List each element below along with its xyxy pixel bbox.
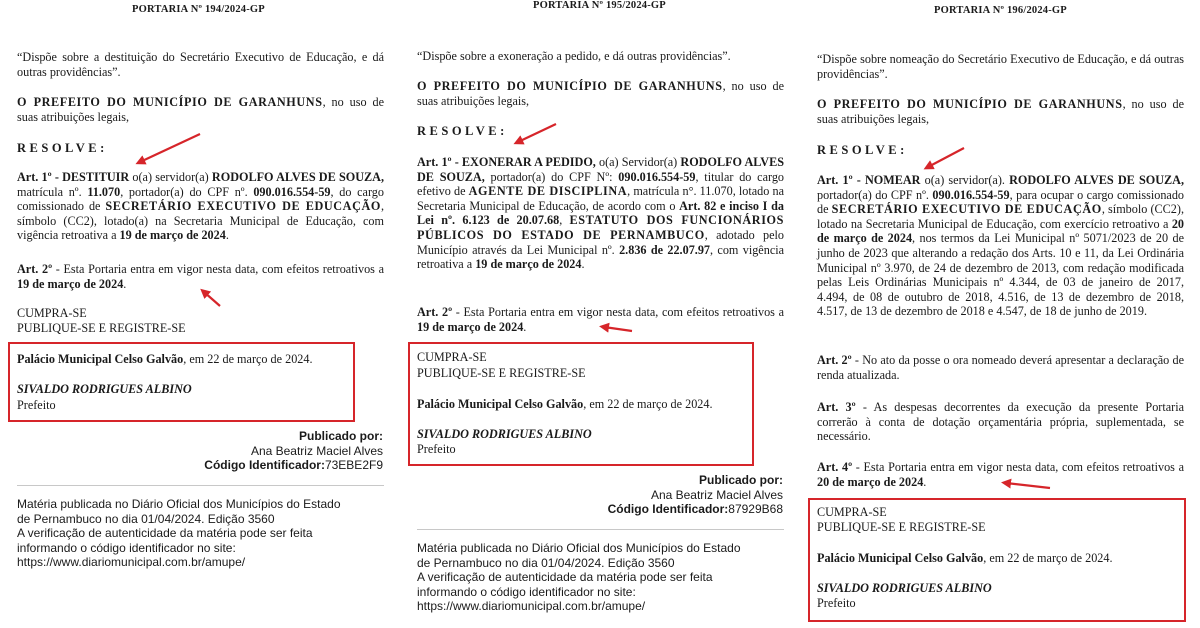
separator (417, 529, 784, 530)
doc-title: PORTARIA Nº 194/2024-GP (132, 4, 265, 15)
publique-se: PUBLIQUE-SE E REGISTRE-SE (817, 520, 986, 534)
separator (17, 485, 384, 486)
doc-title: PORTARIA Nº 196/2024-GP (934, 5, 1067, 16)
site-link[interactable]: https://www.diariomunicipal.com.br/amupe/ (17, 555, 246, 569)
article-2: Art. 2º - No ato da posse o ora nomeado deverá apresentar a declaração de renda atualizada. (817, 353, 1184, 382)
portaria-195-panel (400, 0, 800, 628)
highlight-box (8, 342, 355, 422)
ementa: “Dispõe sobre nomeação do Secretário Executivo de Educação, e dá outras providências”. (817, 52, 1184, 81)
publique-se: PUBLIQUE-SE E REGISTRE-SE (417, 366, 586, 380)
materia-note: Matéria publicada no Diário Oficial dos Municípios do Estado de Pernambuco no dia 01/04/2024. Edição 3560 A verificação de autenticidade da matéria pode ser feita informando o código identificador no site: https://www.diariomunicipal.com.br/amupe/ (17, 497, 397, 570)
published-by-label: Publicado por: (299, 429, 383, 443)
site-link[interactable]: https://www.diariomunicipal.com.br/amupe/ (417, 599, 646, 613)
publique-se: PUBLIQUE-SE E REGISTRE-SE (17, 321, 186, 335)
published-by (463, 473, 783, 517)
published-by-label: Publicado por: (699, 473, 783, 487)
portaria-194-panel (0, 0, 400, 628)
signer-name: SIVALDO RODRIGUES ALBINO (17, 382, 192, 396)
article-2: Art. 2º - Esta Portaria entra em vigor nesta data, com efeitos retroativos a 19 de março de 2024. (17, 262, 384, 291)
mayor-preamble: O PREFEITO DO MUNICÍPIO DE GARANHUNS, no uso de suas atribuições legais, (417, 79, 784, 108)
materia-note: Matéria publicada no Diário Oficial dos Municípios do Estado de Pernambuco no dia 01/04/2024. Edição 3560 A verificação de autenticidade da matéria pode ser feita informando o código identificador no site: https://www.diariomunicipal.com.br/amupe/ (417, 541, 797, 614)
signer-role: Prefeito (817, 596, 856, 610)
ementa: “Dispõe sobre a destituição do Secretário Executivo de Educação, e dá outras providências”. (17, 50, 384, 79)
signer-name: SIVALDO RODRIGUES ALBINO (417, 427, 592, 441)
portaria-196-panel (800, 0, 1200, 628)
published-by-name: Ana Beatriz Maciel Alves (250, 443, 383, 458)
cumpra-se: CUMPRA-SE (17, 306, 87, 320)
article-2: Art. 2º - Esta Portaria entra em vigor nesta data, com efeitos retroativos a 19 de março de 2024. (417, 305, 784, 334)
cumpra-se: CUMPRA-SE (817, 505, 887, 519)
article-1: Art. 1º - DESTITUIR o(a) servidor(a) RODOLFO ALVES DE SOUZA, matrícula nº. 11.070, portador(a) do CPF nº. 090.016.554-59, do cargo comissionado de SECRETÁRIO EXECUTIVO DE EDUCAÇÃO, símbolo (CC2), lotado(a) na Secretaria Municipal de Educação, com vigência retroativa a 19 de março de 2024. (17, 170, 385, 243)
resolve-heading: RESOLVE: (17, 141, 108, 155)
resolve-heading: RESOLVE: (817, 143, 908, 157)
mayor-preamble: O PREFEITO DO MUNICÍPIO DE GARANHUNS, no uso de suas atribuições legais, (817, 97, 1184, 126)
published-by (63, 429, 383, 473)
article-1: Art. 1º - EXONERAR A PEDIDO, o(a) Servidor(a) RODOLFO ALVES DE SOUZA, portador(a) do CPF Nº: 090.016.554-59, titular do cargo efetivo de AGENTE DE DISCIPLINA, matrícula n°. 11.070, lotado na Secretaria Municipal de Educação, de acordo com o Art. 82 e inciso I da Lei nº. 6.123 de 20.07.68, ESTATUTO DOS FUNCIONÁRIOS PÚBLICOS DO ESTADO DE PERNAMBUCO, adotado pelo Município através da Lei Municipal nº. 2.836 de 22.07.97, com vigência retroativa a 19 de março de 2024. (417, 155, 785, 272)
mayor-preamble: O PREFEITO DO MUNICÍPIO DE GARANHUNS, no uso de suas atribuições legais, (17, 95, 384, 124)
doc-title: PORTARIA Nº 195/2024-GP (533, 0, 666, 11)
article-3: Art. 3º - As despesas decorrentes da execução da presente Portaria correrão à conta de dotação orçamentária própria, suplementada, se necessário. (817, 400, 1184, 444)
resolve-heading: RESOLVE: (417, 124, 508, 138)
signer-role: Prefeito (417, 442, 456, 456)
code-identifier: Código Identificador:87929B68 (607, 502, 783, 516)
signer-role: Prefeito (17, 398, 56, 412)
cumpra-se: CUMPRA-SE (417, 350, 487, 364)
palacio-line: Palácio Municipal Celso Galvão, em 22 de março de 2024. (417, 397, 713, 411)
signer-name: SIVALDO RODRIGUES ALBINO (817, 581, 992, 595)
ementa: “Dispõe sobre a exoneração a pedido, e dá outras providências”. (417, 49, 731, 63)
article-4: Art. 4º - Esta Portaria entra em vigor nesta data, com efeitos retroativos a 20 de março de 2024. (817, 460, 1184, 489)
published-by-name: Ana Beatriz Maciel Alves (650, 487, 783, 502)
palacio-line: Palácio Municipal Celso Galvão, em 22 de março de 2024. (817, 551, 1113, 565)
palacio-line: Palácio Municipal Celso Galvão, em 22 de março de 2024. (17, 352, 313, 366)
highlight-box (808, 498, 1186, 622)
code-identifier: Código Identificador:73EBE2F9 (204, 458, 383, 472)
article-1: Art. 1º - NOMEAR o(a) servidor(a). RODOLFO ALVES DE SOUZA, portador(a) do CPF nº. 090.016.554-59, para ocupar o cargo comissionado de SECRETÁRIO EXECUTIVO DE EDUCAÇÃO, símbolo (CC2), lotado na Secretaria Municipal de Educação, com exercício retroativo a 20 de março de 2024, nos termos da Lei Municipal nº 5071/2023 de 20 de junho de 2023 que alterando a redação dos Arts. 10 e 11, da Lei Ordinária Municipal nº 3.970, de 24 de dezembro de 2013, com redação modificada pelas Leis Ordinárias Municipais nº 4.344, de 03 de janeiro de 2017, 4.494, de 08 de outubro de 2018, 4.516, de 13 de dezembro de 2018, 4.517, de 13 de dezembro de 2018 e 4.547, de 18 de junho de 2019. (817, 173, 1185, 319)
highlight-box (408, 342, 754, 466)
